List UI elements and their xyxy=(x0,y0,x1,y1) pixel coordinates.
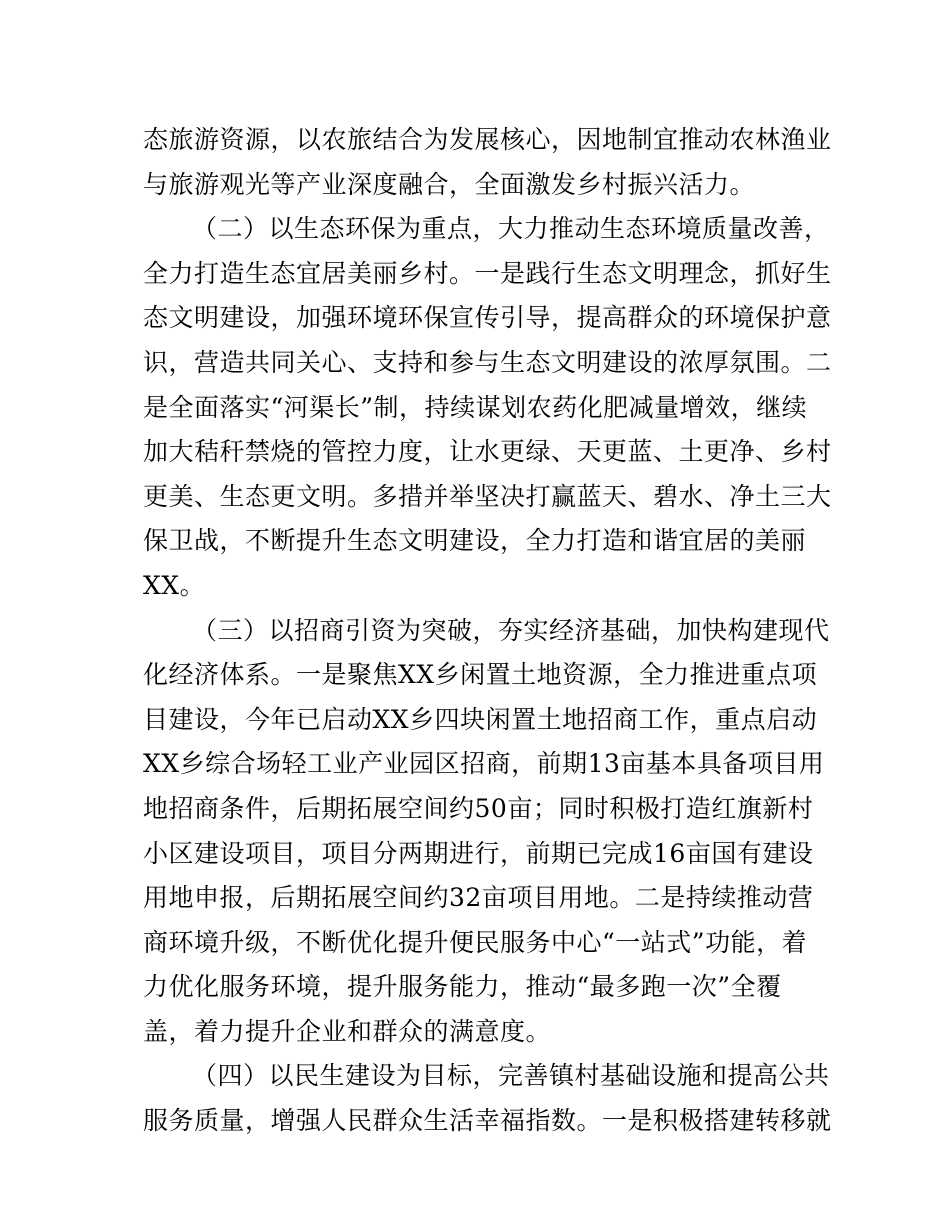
text-line: 与旅游观光等产业深度融合，全面激发乡村振兴活力。 xyxy=(143,169,756,199)
text-line: 小区建设项目，项目分两期进行，前期已完成16亩国有建设 xyxy=(143,838,814,868)
text-line: 识，营造共同关心、支持和参与生态文明建设的浓厚氛围。二 xyxy=(143,347,832,377)
text-line: 更美、生态更文明。多措并举坚决打赢蓝天、碧水、净土三大 xyxy=(143,481,832,511)
section-heading-line: （四）以民生建设为目标，完善镇村基础设施和提高公共 xyxy=(192,1061,830,1091)
text-line: 商环境升级，不断优化提升便民服务中心“一站式”功能，着 xyxy=(143,927,808,957)
text-line: 是全面落实“河渠长”制，持续谋划农药化肥减量增效，继续 xyxy=(143,392,808,422)
section-heading-line: （三）以招商引资为突破，夯实经济基础，加快构建现代 xyxy=(192,615,830,645)
body-text xyxy=(143,118,832,1144)
text-line: 化经济体系。一是聚焦XX乡闲置土地资源，全力推进重点项 xyxy=(143,660,818,690)
text-line: 加大秸秆禁烧的管控力度，让水更绿、天更蓝、土更净、乡村 xyxy=(143,437,832,467)
text-line: 全力打造生态宜居美丽乡村。一是践行生态文明理念，抓好生 xyxy=(143,258,832,288)
text-line: 盖，着力提升企业和群众的满意度。 xyxy=(143,1016,552,1046)
text-line: 态旅游资源，以农旅结合为发展核心，因地制宜推动农林渔业 xyxy=(143,125,832,154)
text-line: 力优化服务环境，提升服务能力，推动“最多跑一次”全覆 xyxy=(143,972,782,1002)
text-line: 服务质量，增强人民群众生活幸福指数。一是积极搭建转移就 xyxy=(143,1106,832,1136)
text-line: 态文明建设，加强环境环保宣传引导，提高群众的环境保护意 xyxy=(143,303,832,333)
section-heading-line: （二）以生态环保为重点，大力推动生态环境质量改善， xyxy=(192,214,830,244)
text-line: XX乡综合场轻工业产业园区招商，前期13亩基本具备项目用 xyxy=(143,749,825,779)
text-line: 用地申报，后期拓展空间约32亩项目用地。二是持续推动营 xyxy=(143,883,814,913)
text-line: 地招商条件，后期拓展空间约50亩；同时积极打造红旗新村 xyxy=(143,793,814,823)
text-line: 目建设，今年已启动XX乡四块闲置土地招商工作，重点启动 xyxy=(143,704,818,734)
text-line: XX。 xyxy=(143,570,206,600)
text-line: 保卫战，不断提升生态文明建设，全力打造和谐宜居的美丽 xyxy=(143,526,807,556)
